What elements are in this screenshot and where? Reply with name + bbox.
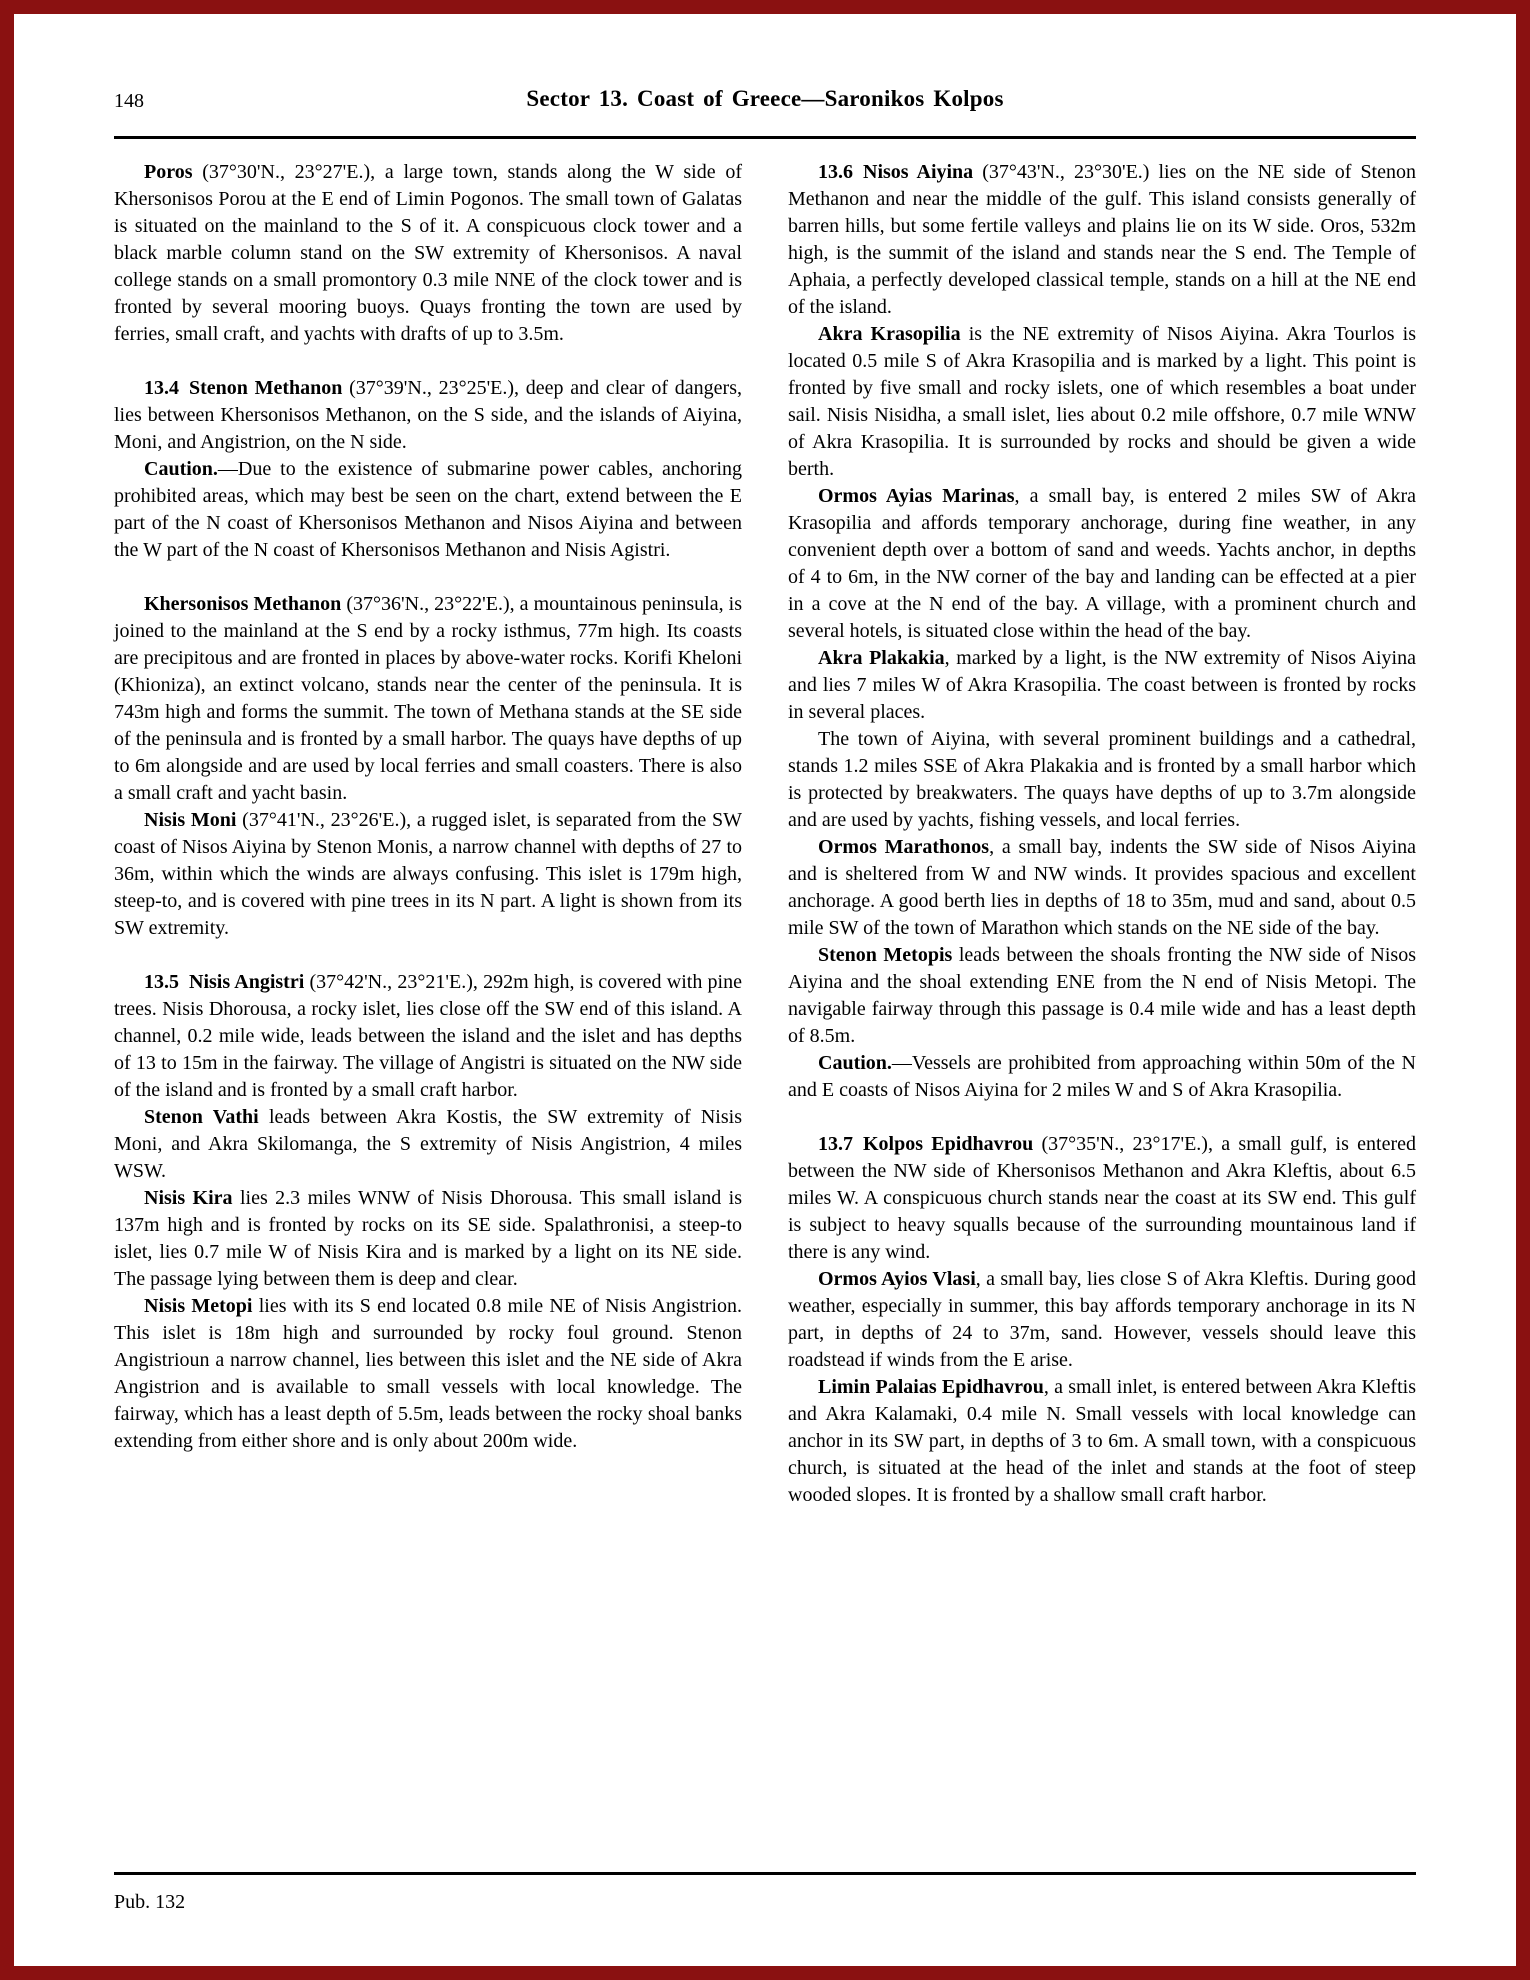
- footer-rule: [114, 1872, 1416, 1875]
- page-title: Sector 13. Coast of Greece—Saronikos Kolpos: [526, 86, 1004, 111]
- paragraph: Ormos Ayios Vlasi, a small bay, lies close S of Akra Kleftis. During good weather, especially in summer, this bay affords temporary anchorage in its N part, in depths of 24 to 37m, sand. However, vessels should leave this roadstead if winds from the E arise.: [788, 1268, 1416, 1371]
- header-rule: [114, 136, 1416, 139]
- left-column: [114, 159, 742, 1455]
- paragraph-lead: Nisis Metopi: [144, 1295, 253, 1317]
- paragraph-lead: 13.5 Nisis Angistri: [144, 971, 305, 993]
- paragraph-lead: Ormos Ayias Marinas: [818, 485, 1015, 507]
- page-footer: [114, 1891, 1416, 1914]
- page-content: [14, 14, 1516, 1966]
- paragraph-lead: Akra Plakakia: [818, 647, 945, 669]
- page-number: 148: [114, 90, 144, 112]
- paragraph-lead: Nisis Kira: [144, 1187, 233, 1209]
- paragraph: Stenon Metopis leads between the shoals fronting the NW side of Nisos Aiyina and the shoal extending ENE from the N end of Nisis Metopi. The navigable fairway through this passage is 0.4 mile wide and has a least depth of 8.5m.: [788, 944, 1416, 1047]
- paragraph-lead: 13.4 Stenon Methanon: [144, 377, 343, 399]
- paragraph: The town of Aiyina, with several prominent buildings and a cathedral, stands 1.2 miles SSE of Akra Plakakia and is fronted by a small harbor which is protected by breakwaters. The quays have depths of up to 3.7m alongside and are used by yachts, fishing vessels, and local ferries.: [788, 728, 1416, 831]
- paragraph: Poros (37°30'N., 23°27'E.), a large town, stands along the W side of Khersonisos Porou at the E end of Limin Pogonos. The small town of Galatas is situated on the mainland to the S of it. A conspicuous clock tower and a black marble column stand on the SW extremity of Khersonisos. A naval college stands on a small promontory 0.3 mile NNE of the clock tower and is fronted by several mooring buoys. Quays fronting the town are used by ferries, small craft, and yachts with drafts of up to 3.5m.: [114, 161, 742, 345]
- paragraph: 13.6 Nisos Aiyina (37°43'N., 23°30'E.) lies on the NE side of Stenon Methanon and near the middle of the gulf. This island consists generally of barren hills, but some fertile valleys and plains lie on its W side. Oros, 532m high, is the summit of the island and stands near the S end. The Temple of Aphaia, a perfectly developed classical temple, stands on a hill at the NE end of the island.: [788, 161, 1416, 318]
- page: [14, 14, 1516, 1966]
- text-columns: [114, 159, 1416, 1509]
- paragraph: Akra Plakakia, marked by a light, is the NW extremity of Nisos Aiyina and lies 7 miles W of Akra Krasopilia. The coast between is fronted by rocks in several places.: [788, 647, 1416, 723]
- paragraph-lead: Poros: [144, 161, 193, 183]
- paragraph-lead: Ormos Ayios Vlasi: [818, 1268, 976, 1290]
- paragraph-lead: Caution.: [818, 1052, 892, 1074]
- paragraph-lead: Nisis Moni: [144, 809, 237, 831]
- right-column: [788, 159, 1416, 1509]
- paragraph: 13.4 Stenon Methanon (37°39'N., 23°25'E.), deep and clear of dangers, lies between Khersonisos Methanon, on the S side, and the islands of Aiyina, Moni, and Angistrion, on the N side.: [114, 377, 742, 453]
- paragraph-lead: Stenon Vathi: [144, 1106, 259, 1128]
- paragraph-lead: Akra Krasopilia: [818, 323, 961, 345]
- paragraph-lead: Limin Palaias Epidhavrou: [818, 1376, 1044, 1398]
- paragraph-lead: Caution.: [144, 458, 218, 480]
- paragraph: Stenon Vathi leads between Akra Kostis, the SW extremity of Nisis Moni, and Akra Skilomanga, the S extremity of Nisis Angistrion, 4 miles WSW.: [114, 1106, 742, 1182]
- paragraph: Limin Palaias Epidhavrou, a small inlet, is entered between Akra Kleftis and Akra Kalamaki, 0.4 mile N. Small vessels with local knowledge can anchor in its SW part, in depths of 3 to 6m. A small town, with a conspicuous church, is situated at the head of the inlet and stands at the foot of steep wooded slopes. It is fronted by a shallow small craft harbor.: [788, 1376, 1416, 1506]
- paragraph-lead: 13.6 Nisos Aiyina: [818, 161, 974, 183]
- publication-number: Pub. 132: [114, 1891, 186, 1913]
- paragraph: Caution.—Vessels are prohibited from approaching within 50m of the N and E coasts of Nisos Aiyina for 2 miles W and S of Akra Krasopilia.: [788, 1052, 1416, 1101]
- paragraph-lead: 13.7 Kolpos Epidhavrou: [818, 1133, 1034, 1155]
- paragraph: Khersonisos Methanon (37°36'N., 23°22'E.), a mountainous peninsula, is joined to the mainland at the S end by a rocky isthmus, 77m high. Its coasts are precipitous and are fronted in places by above-water rocks. Korifi Kheloni (Khioniza), an extinct volcano, stands near the center of the peninsula. It is 743m high and forms the summit. The town of Methana stands at the SE side of the peninsula and is fronted by a small harbor. The quays have depths of up to 6m alongside and are used by local ferries and small coasters. There is also a small craft and yacht basin.: [114, 593, 743, 804]
- paragraph: 13.7 Kolpos Epidhavrou (37°35'N., 23°17'E.), a small gulf, is entered between the NW side of Khersonisos Methanon and Akra Kleftis, about 6.5 miles W. A conspicuous church stands near the coast at its SW end. This gulf is subject to heavy squalls because of the surrounding mountainous land if there is any wind.: [788, 1133, 1416, 1263]
- paragraph-lead: Ormos Marathonos: [818, 836, 990, 858]
- paragraph: Caution.—Due to the existence of submarine power cables, anchoring prohibited areas, which may best be seen on the chart, extend between the E part of the N coast of Khersonisos Methanon and Nisos Aiyina and between the W part of the N coast of Khersonisos Methanon and Nisis Agistri.: [114, 458, 742, 561]
- paragraph-lead: Khersonisos Methanon: [144, 593, 342, 615]
- page-header: [114, 86, 1416, 118]
- paragraph: Nisis Kira lies 2.3 miles WNW of Nisis Dhorousa. This small island is 137m high and is fronted by rocks on its SE side. Spalathronisi, a steep-to islet, lies 0.7 mile W of Nisis Kira and is marked by a light on its NE side. The passage lying between them is deep and clear.: [114, 1187, 742, 1290]
- paragraph: Nisis Moni (37°41'N., 23°26'E.), a rugged islet, is separated from the SW coast of Nisos Aiyina by Stenon Monis, a narrow channel with depths of 27 to 36m, within which the winds are always confusing. This islet is 179m high, steep-to, and is covered with pine trees in its N part. A light is shown from its SW extremity.: [114, 809, 742, 939]
- paragraph: Ormos Ayias Marinas, a small bay, is entered 2 miles SW of Akra Krasopilia and affords temporary anchorage, during fine weather, in any convenient depth over a bottom of sand and weeds. Yachts anchor, in depths of 4 to 6m, in the NW corner of the bay and landing can be effected at a pier in a cove at the N end of the bay. A village, with a prominent church and several hotels, is situated close within the head of the bay.: [788, 485, 1416, 642]
- paragraph: Nisis Metopi lies with its S end located 0.8 mile NE of Nisis Angistrion. This islet is 18m high and surrounded by rocky foul ground. Stenon Angistrioun a narrow channel, lies between this islet and the NE side of Akra Angistrion and is available to small vessels with local knowledge. The fairway, which has a least depth of 5.5m, leads between the rocky shoal banks extending from either shore and is only about 200m wide.: [114, 1295, 742, 1452]
- paragraph: Ormos Marathonos, a small bay, indents the SW side of Nisos Aiyina and is sheltered from W and NW winds. It provides spacious and excellent anchorage. A good berth lies in depths of 18 to 35m, mud and sand, about 0.5 mile SW of the town of Marathon which stands on the NE side of the bay.: [788, 836, 1416, 939]
- paragraph: 13.5 Nisis Angistri (37°42'N., 23°21'E.), 292m high, is covered with pine trees. Nisis Dhorousa, a rocky islet, lies close off the SW end of this island. A channel, 0.2 mile wide, leads between the island and the islet and has depths of 13 to 15m in the fairway. The village of Angistri is situated on the NW side of the island and is fronted by a small craft harbor.: [114, 971, 742, 1101]
- paragraph-lead: Stenon Metopis: [818, 944, 953, 966]
- paragraph: Akra Krasopilia is the NE extremity of Nisos Aiyina. Akra Tourlos is located 0.5 mile S of Akra Krasopilia and is marked by a light. This point is fronted by five small and rocky islets, one of which resembles a boat under sail. Nisis Nisidha, a small islet, lies about 0.2 mile offshore, 0.7 mile WNW of Akra Krasopilia. It is surrounded by rocks and should be given a wide berth.: [788, 323, 1417, 480]
